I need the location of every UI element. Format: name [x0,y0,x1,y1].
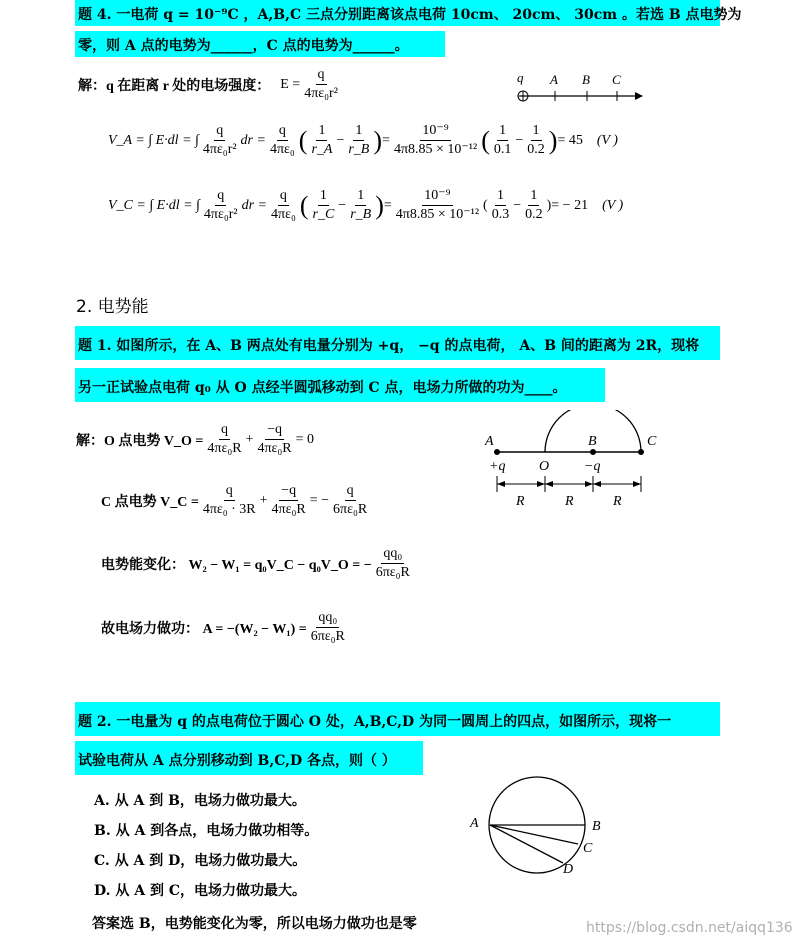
c-label: C 点电势 V_C = [101,494,199,510]
label-r1: R [516,494,525,509]
section-title: 2. 电势能 [76,297,149,317]
va-unit: (V ) [596,132,618,148]
c-eq: = − [309,492,330,508]
label-c: C [612,72,621,87]
denominator: 4πε₀ [271,207,296,222]
denominator: 4πε₀r² [202,142,237,157]
fraction [255,421,293,458]
label-plus-q: +q [489,459,506,474]
numerator: qq₀ [316,609,339,628]
point-a-icon [494,449,500,455]
denominator: 4π8.85 × 10⁻¹² [395,207,480,222]
chord-ac [490,825,578,844]
fraction [525,122,547,159]
arrow-icon [633,481,641,487]
e-lhs: E = [280,76,301,92]
denominator: 0.2 [525,207,543,222]
numerator: 10⁻⁹ [422,187,452,206]
vc-equation [108,187,623,224]
fraction [374,545,412,582]
denominator: 4πε₀ [269,142,295,157]
fraction [309,609,347,646]
o-label: 解：O 点电势 V_O = [76,433,204,449]
problem1-semicircle-diagram [480,410,660,515]
o-potential-eq [76,421,314,458]
energy-change-eq [101,545,414,582]
fraction [268,122,297,159]
numerator: q [277,122,288,141]
fraction [269,187,298,224]
fraction [309,122,334,159]
problem2-line1: 题 2. 一电量为 q 的点电荷位于圆心 O 处，A,B,C,D 为同一圆周上的四点，如图所示，现将一 [78,714,672,730]
denominator: r_B [350,207,372,222]
fraction [205,421,243,458]
denominator: 4πε₀r² [304,86,338,101]
va-integral: V_A = ∫ E·dl = ∫ [108,132,199,148]
label-r3: R [613,494,622,509]
label-b: B [588,434,597,449]
fraction [492,122,514,159]
solution-intro: 解：q 在距离 r 处的电场强度： [78,78,271,94]
fraction [348,187,373,224]
vc-value: )= − 21 [546,197,589,213]
numerator: q [278,187,289,206]
denominator: r_B [348,142,370,157]
denominator: r_C [312,207,335,222]
vc-integral: V_C = ∫ E·dl = ∫ [108,197,200,213]
minus: − [336,132,345,148]
arrow-head-icon [635,92,643,100]
paren: ( [483,197,488,213]
label-c: C [647,434,657,449]
denominator: 4πε₀r² [203,207,238,222]
label-minus-q: −q [584,459,601,474]
label-b: B [592,819,601,834]
equals: = [383,197,392,213]
answer-text: 答案选 B，电势能变化为零，所以电场力做功也是零 [92,916,417,932]
option-a: A. 从 A 到 B，电场力做功最大。 [94,793,306,809]
problem1-line1: 题 1. 如图所示，在 A、B 两点处有电量分别为 +q， −q 的点电荷， A、B 间的距离为 2R，现将 [78,338,700,354]
arrow-icon [537,481,545,487]
numerator: qq₀ [381,545,404,564]
problem4-line1: 题 4. 一电荷 q = 10⁻⁹C ，A,B,C 三点分别距离该点电荷 10cm、 20cm、 30cm 。若选 B 点电势为 [78,7,742,23]
denominator: 4π8.85 × 10⁻¹² [393,142,478,157]
numerator: 1 [528,187,539,206]
fraction [392,122,479,159]
problem4-axis-diagram [505,68,645,108]
arrow-icon [497,481,505,487]
arrow-icon [585,481,593,487]
va-dr: dr = [240,132,266,148]
numerator: 1 [318,187,329,206]
numerator: 1 [497,122,508,141]
paren: ) [548,125,558,155]
vc-dr: dr = [241,197,267,213]
va-value: = 45 [557,132,583,148]
numerator: −q [279,482,298,501]
paren: ( [481,125,490,155]
denominator: 6πε₀R [310,629,345,644]
numerator: 10⁻⁹ [420,122,450,141]
fraction [270,482,308,519]
numerator: −q [265,421,284,440]
denominator: 6πε₀R [333,502,368,517]
denominator: 4πε₀R [271,502,306,517]
numerator: q [316,66,327,85]
numerator: q [214,122,225,141]
fraction [201,122,239,159]
fraction [202,187,240,224]
numerator: q [215,187,226,206]
denominator: 4πε₀R [257,441,292,456]
problem2-line2: 试验电荷从 A 点分别移动到 B,C,D 各点，则（ ） [78,753,396,769]
problem2-circle-diagram [465,770,615,885]
denominator: 4πε₀ · 3R [202,502,256,517]
paren: ( [299,190,309,220]
problem1-line2: 另一正试验点电荷 q₀ 从 O 点经半圆弧移动到 C 点，电场力所做的功为____。 [78,380,567,396]
label-b: B [582,72,590,87]
fraction [490,187,512,224]
work-eq [101,609,349,646]
label-q: q [517,70,524,85]
minus: − [515,132,524,148]
numerator: q [219,421,230,440]
plus: + [259,492,268,508]
problem4-field-formula [78,66,342,103]
numerator: 1 [531,122,542,141]
c-potential-eq [101,482,371,519]
denominator: 0.2 [527,142,545,157]
denominator: 0.3 [491,207,510,222]
vc-unit: (V ) [602,197,624,213]
numerator: q [345,482,356,501]
o-result: = 0 [295,431,315,447]
label-r2: R [565,494,574,509]
minus: − [513,197,522,213]
fraction [523,187,545,224]
option-b: B. 从 A 到各点，电场力做功相等。 [94,823,319,839]
problem4-line2: 零，则 A 点的电势为______，C 点的电势为______。 [78,38,409,54]
fraction [302,66,340,103]
equals: = [382,132,390,148]
a-label: 故电场力做功： A = −(W₂ − W₁) = [101,621,307,637]
minus: − [338,197,347,213]
denominator: r_A [311,142,333,157]
watermark: https://blog.csdn.net/aiqq136 [586,920,793,936]
point-b-icon [590,449,596,455]
denominator: 6πε₀R [375,565,410,580]
label-a: A [550,72,558,87]
label-c: C [583,841,593,856]
plus: + [245,431,254,447]
fraction [346,122,371,159]
label-a: A [470,816,479,831]
numerator: 1 [495,187,506,206]
arrow-icon [593,481,601,487]
fraction [201,482,258,519]
fraction [394,187,481,224]
label-a: A [485,434,494,449]
paren: ) [373,125,383,155]
va-equation [108,122,618,159]
fraction [331,482,369,519]
numerator: 1 [355,187,366,206]
option-d: D. 从 A 到 C，电场力做功最大。 [94,883,307,899]
denominator: 4πε₀R [207,441,242,456]
numerator: 1 [316,122,327,141]
paren: ( [298,125,308,155]
w-label: 电势能变化： W₂ − W₁ = q₀V_C − q₀V_O = − [101,557,372,573]
fraction [311,187,337,224]
label-d: D [563,862,574,877]
option-c: C. 从 A 到 D，电场力做功最大。 [94,853,307,869]
numerator: 1 [353,122,364,141]
paren: ) [375,190,384,220]
point-c-icon [638,449,644,455]
numerator: q [224,482,235,501]
denominator: 0.1 [493,142,512,157]
label-o: O [539,459,550,474]
arrow-icon [545,481,553,487]
